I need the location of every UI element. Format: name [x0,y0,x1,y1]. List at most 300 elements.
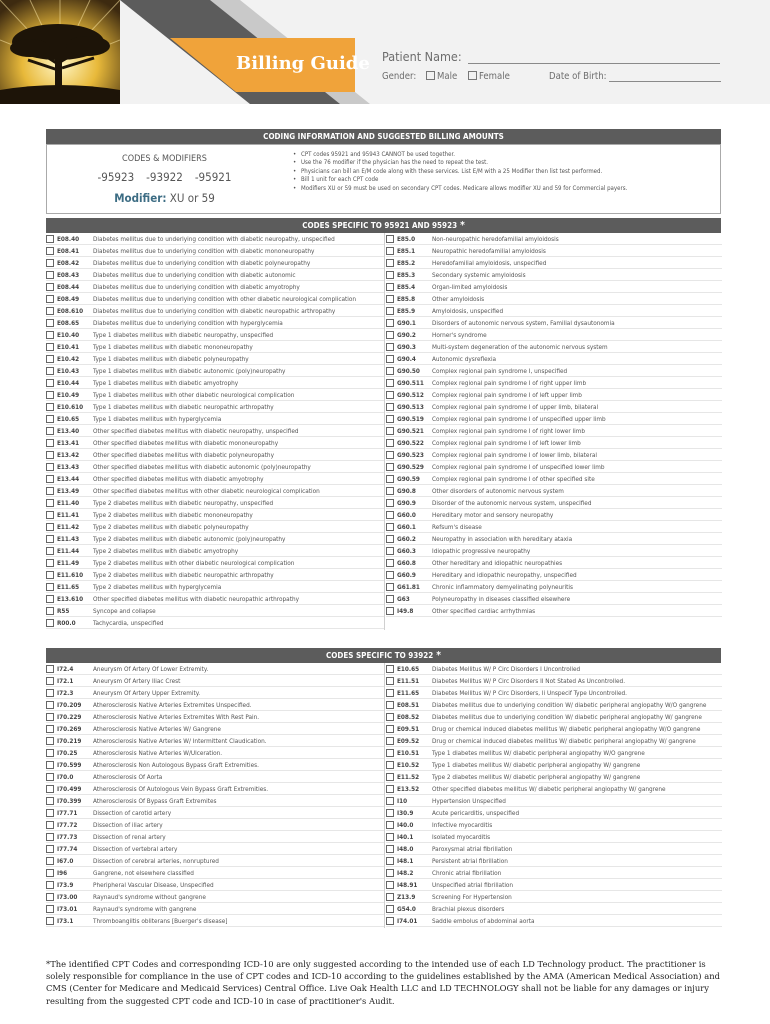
icd-code: E08.44 [57,283,80,291]
code-checkbox[interactable] [46,511,54,519]
icd-code: I74.01 [397,917,418,925]
icd-description: Neuropathy in association with hereditary ataxia [432,535,573,543]
code-row [46,341,384,353]
coding-note: • Modifiers XU or 59 must be used on secondary CPT codes. Medicare allows modifier XU and 59 for Commercial payers. [301,185,721,193]
code-row [386,723,722,735]
icd-description: Complex regional pain syndrome I of upper limb, bilateral [432,403,599,411]
code-checkbox[interactable] [386,845,394,853]
code-row [386,593,722,605]
code-checkbox[interactable] [386,463,394,471]
code-checkbox[interactable] [46,259,54,267]
code-row [46,293,384,305]
code-row [386,831,722,843]
icd-description: Diabetes mellitus due to underlying condition W/ diabetic peripheral angiopathy W/ gangrene [432,713,702,721]
icd-code: E09.52 [397,737,420,745]
icd-description: Type 2 diabetes mellitus with hyperglycemia [93,583,222,591]
code-checkbox[interactable] [386,283,394,291]
icd-description: Diabetes mellitus due to underlying condition with diabetic amyotrophy [93,283,300,291]
code-row [386,867,722,879]
code-row [46,903,384,915]
code-row [46,569,384,581]
code-row [386,843,722,855]
icd-code: E11.52 [397,773,420,781]
cpt-code: -95923 [97,170,135,184]
icd-description: Other specified diabetes mellitus with diabetic neuropathy, unspecified [93,427,299,435]
code-row [386,605,722,617]
code-row [46,687,384,699]
icd-description: Amyloidosis, unspecified [432,307,504,315]
coding-info-bar [46,129,721,144]
code-checkbox[interactable] [386,701,394,709]
dob-field[interactable] [609,81,721,82]
code-checkbox[interactable] [386,749,394,757]
icd-code: I73.9 [57,881,74,889]
code-checkbox[interactable] [46,785,54,793]
code-checkbox[interactable] [46,487,54,495]
icd-description: Type 2 diabetes mellitus with diabetic mononeuropathy [93,511,253,519]
code-row [46,269,384,281]
icd-description: Neuropathic heredofamilial amyloidosis [432,247,546,255]
icd-code: I72.4 [57,665,74,673]
icd-description: Screening For Hypertension [432,893,512,901]
code-checkbox[interactable] [46,571,54,579]
code-checkbox[interactable] [386,343,394,351]
code-checkbox[interactable] [46,713,54,721]
code-row [46,377,384,389]
icd-description: Infective myocarditis [432,821,493,829]
code-checkbox[interactable] [386,881,394,889]
code-checkbox[interactable] [386,689,394,697]
code-checkbox[interactable] [46,595,54,603]
code-row [386,747,722,759]
code-row [46,617,384,629]
code-checkbox[interactable] [46,355,54,363]
icd-code: G54.0 [397,905,416,913]
coding-note: • Use the 76 modifier if the physician has the need to repeat the test. [301,159,721,167]
icd-description: Brachial plexus disorders [432,905,505,913]
icd-code: I77.72 [57,821,78,829]
code-row [386,735,722,747]
code-checkbox[interactable] [386,487,394,495]
icd-description: Aneurysm Of Artery Iliac Crest [93,677,181,685]
icd-description: Other specified diabetes mellitus with diabetic polyneuropathy [93,451,274,459]
code-row [46,831,384,843]
icd-code: E11.41 [57,511,80,519]
icd-description: Drug or chemical induced diabetes mellitus W/ diabetic peripheral angiopathy W/O gangrene [432,725,701,733]
icd-code: Z13.9 [397,893,416,901]
icd-description: Hereditary motor and sensory neuropathy [432,511,554,519]
code-checkbox[interactable] [46,665,54,673]
code-checkbox[interactable] [386,535,394,543]
icd-description: Type 2 diabetes mellitus with other diabetic neurological complication [93,559,295,567]
code-row [386,353,722,365]
code-checkbox[interactable] [386,547,394,555]
code-checkbox[interactable] [46,737,54,745]
icd-description: Dissection of carotid artery [93,809,172,817]
icd-code: I70.229 [57,713,82,721]
code-row [46,233,384,245]
icd-code: E10.41 [57,343,80,351]
code-checkbox[interactable] [46,905,54,913]
code-checkbox[interactable] [386,595,394,603]
icd-code: I77.74 [57,845,78,853]
code-row [46,533,384,545]
code-checkbox[interactable] [46,283,54,291]
icd-description: Atherosclerosis Native Arteries W/ Intermittent Claudication. [93,737,267,745]
code-checkbox[interactable] [46,523,54,531]
code-checkbox[interactable] [386,857,394,865]
female-label: Female [479,71,510,82]
code-checkbox[interactable] [46,677,54,685]
code-checkbox[interactable] [386,235,394,243]
code-checkbox[interactable] [386,271,394,279]
code-checkbox[interactable] [386,247,394,255]
icd-code: G60.0 [397,511,416,519]
code-checkbox[interactable] [46,857,54,865]
code-checkbox[interactable] [46,235,54,243]
code-checkbox[interactable] [386,905,394,913]
icd-code: G90.519 [397,415,424,423]
code-checkbox[interactable] [386,665,394,673]
icd-description: Type 1 diabetes mellitus with diabetic amyotrophy [93,379,239,387]
icd-code: G90.1 [397,319,416,327]
icd-code: E11.49 [57,559,80,567]
code-checkbox[interactable] [386,797,394,805]
code-row [46,879,384,891]
male-label: Male [437,71,458,82]
code-checkbox[interactable] [386,259,394,267]
code-checkbox[interactable] [386,355,394,363]
code-row [46,245,384,257]
code-row [46,305,384,317]
icd-description: Other hereditary and idiopathic neuropathies [432,559,563,567]
code-checkbox[interactable] [46,725,54,733]
section-95921-95923-title: CODES SPECIFIC TO 95921 AND 95923 [302,221,458,230]
code-checkbox[interactable] [46,881,54,889]
code-row [386,533,722,545]
code-checkbox[interactable] [46,607,54,615]
icd-description: Diabetes mellitus due to underlying condition with diabetic neuropathic arthropathy [93,307,336,315]
code-checkbox[interactable] [46,797,54,805]
section1-left-column [46,233,384,629]
icd-code: I70.499 [57,785,82,793]
code-checkbox[interactable] [386,475,394,483]
code-checkbox[interactable] [386,451,394,459]
icd-code: E10.51 [397,749,420,757]
icd-description: Disorders of autonomic nervous system, Familial dysautonomia [432,319,615,327]
code-row [386,473,722,485]
code-checkbox[interactable] [46,547,54,555]
code-row [46,473,384,485]
icd-code: I70.219 [57,737,82,745]
icd-description: Complex regional pain syndrome I of right lower limb [432,427,585,435]
icd-description: Non-neuropathic heredofamilial amyloidosis [432,235,559,243]
code-checkbox[interactable] [46,403,54,411]
icd-description: Atherosclerosis Native Arteries Extremites Unspecified. [93,701,252,709]
icd-code: E11.42 [57,523,80,531]
code-checkbox[interactable] [46,463,54,471]
icd-description: Dissection of iliac artery [93,821,163,829]
icd-code: E13.49 [57,487,80,495]
modifier-value: XU or 59 [169,191,215,205]
code-checkbox[interactable] [386,869,394,877]
codes-modifiers-heading: CODES & MODIFIERS [122,154,207,164]
code-checkbox[interactable] [386,391,394,399]
code-checkbox[interactable] [46,439,54,447]
code-checkbox[interactable] [46,343,54,351]
female-option[interactable] [468,71,510,82]
icd-code: E13.610 [57,595,84,603]
icd-description: Syncope and collapse [93,607,156,615]
code-checkbox[interactable] [386,523,394,531]
icd-code: G90.59 [397,475,420,483]
icd-description: Type 1 diabetes mellitus with diabetic autonomic (poly)neuropathy [93,367,286,375]
code-checkbox[interactable] [386,439,394,447]
code-checkbox[interactable] [386,427,394,435]
code-row [386,233,722,245]
code-checkbox[interactable] [386,295,394,303]
icd-description: Disorder of the autonomic nervous system, unspecified [432,499,592,507]
icd-code: E08.65 [57,319,80,327]
icd-description: Diabetes mellitus due to underlying condition with hyperglycemia [93,319,283,327]
code-checkbox[interactable] [386,761,394,769]
icd-code: E08.41 [57,247,80,255]
code-checkbox[interactable] [386,499,394,507]
code-row [386,557,722,569]
code-checkbox[interactable] [46,809,54,817]
icd-code: G60.2 [397,535,416,543]
code-checkbox[interactable] [386,809,394,817]
code-checkbox[interactable] [386,713,394,721]
code-checkbox[interactable] [386,677,394,685]
icd-code: G60.9 [397,571,416,579]
code-checkbox[interactable] [46,379,54,387]
icd-code: E11.43 [57,535,80,543]
code-checkbox[interactable] [46,845,54,853]
code-checkbox[interactable] [46,391,54,399]
icd-code: E13.43 [57,463,80,471]
code-row [46,819,384,831]
code-checkbox[interactable] [386,379,394,387]
code-row [46,867,384,879]
icd-code: I40.1 [397,833,414,841]
code-checkbox[interactable] [46,331,54,339]
code-checkbox[interactable] [46,415,54,423]
icd-description: Complex regional pain syndrome I of unspecified upper limb [432,415,606,423]
icd-description: Other specified diabetes mellitus W/ diabetic peripheral angiopathy W/ gangrene [432,785,666,793]
section-93922-bar [46,648,721,663]
icd-description: Complex regional pain syndrome I of other specified site [432,475,595,483]
code-checkbox[interactable] [386,331,394,339]
icd-description: Type 1 diabetes mellitus with diabetic neuropathic arthropathy [93,403,274,411]
icd-description: Type 2 diabetes mellitus with diabetic autonomic (poly)neuropathy [93,535,286,543]
icd-description: Horner's syndrome [432,331,487,339]
code-checkbox[interactable] [386,319,394,327]
code-checkbox[interactable] [46,427,54,435]
icd-code: E11.40 [57,499,80,507]
male-checkbox[interactable] [426,71,435,80]
icd-description: Diabetes Mellitus W/ P Circ Disorders I Uncontrolled [432,665,581,673]
gender-label: Gender: [382,71,417,82]
code-checkbox[interactable] [386,367,394,375]
code-row [386,389,722,401]
code-checkbox[interactable] [46,773,54,781]
code-row [386,449,722,461]
code-checkbox[interactable] [46,821,54,829]
icd-code: G60.1 [397,523,416,531]
icd-description: Other specified diabetes mellitus with other diabetic neurological complication [93,487,320,495]
code-checkbox[interactable] [386,415,394,423]
icd-code: E10.43 [57,367,80,375]
code-checkbox[interactable] [386,737,394,745]
code-checkbox[interactable] [386,583,394,591]
icd-description: Type 1 diabetes mellitus W/ diabetic peripheral angiopathy W/ gangrene [432,761,641,769]
patient-name-field[interactable] [468,63,720,64]
icd-description: Diabetes mellitus due to underlying condition with diabetic neuropathy, unspecified [93,235,335,243]
code-row [386,305,722,317]
male-option[interactable] [426,71,457,82]
asterisk-mark: * [436,650,441,661]
icd-code: E11.65 [397,689,420,697]
code-checkbox[interactable] [46,271,54,279]
code-checkbox[interactable] [46,295,54,303]
icd-code: E13.52 [397,785,420,793]
code-checkbox[interactable] [386,773,394,781]
code-checkbox[interactable] [386,307,394,315]
code-checkbox[interactable] [386,821,394,829]
icd-code: G90.521 [397,427,424,435]
code-checkbox[interactable] [386,725,394,733]
icd-description: Other specified diabetes mellitus with diabetic neuropathic arthropathy [93,595,299,603]
section-95921-95923-bar [46,218,721,233]
icd-description: Dissection of renal artery [93,833,166,841]
code-row [386,855,722,867]
coding-notes [301,151,721,193]
code-row [386,509,722,521]
icd-description: Other specified diabetes mellitus with diabetic amyotrophy [93,475,264,483]
icd-code: E85.9 [397,307,416,315]
code-checkbox[interactable] [46,319,54,327]
icd-code: G90.523 [397,451,424,459]
icd-description: Type 1 diabetes mellitus with diabetic mononeuropathy [93,343,253,351]
code-checkbox[interactable] [46,247,54,255]
icd-code: I48.1 [397,857,414,865]
code-checkbox[interactable] [46,619,54,627]
modifier-label: Modifier: [114,191,167,205]
code-checkbox[interactable] [46,749,54,757]
code-checkbox[interactable] [386,511,394,519]
code-checkbox[interactable] [46,559,54,567]
code-checkbox[interactable] [386,571,394,579]
icd-description: Other amyloidosis [432,295,485,303]
icd-description: Diabetes mellitus due to underlying condition with other diabetic neurological complication [93,295,357,303]
icd-description: Complex regional pain syndrome I of unspecified lower limb [432,463,605,471]
code-row [46,915,384,927]
cpt-code: -93922 [146,170,183,184]
code-checkbox[interactable] [386,893,394,901]
code-row [386,879,722,891]
code-checkbox[interactable] [386,559,394,567]
icd-description: Diabetes mellitus due to underlying condition W/ diabetic peripheral angiopathy W/O gangrene [432,701,707,709]
icd-description: Type 2 diabetes mellitus with diabetic neuropathy, unspecified [93,499,274,507]
code-row [386,915,722,927]
coding-note: • Physicians can bill an E/M code along with these services. List E/M with a 25 Modifier then list test performed. [301,168,721,176]
icd-code: G90.4 [397,355,416,363]
icd-code: I77.71 [57,809,78,817]
female-checkbox[interactable] [468,71,477,80]
code-row [386,663,722,675]
code-checkbox[interactable] [386,403,394,411]
icd-description: Aneurysm Of Artery Upper Extremity. [93,689,201,697]
code-row [46,843,384,855]
icd-code: I96 [57,869,68,877]
icd-description: Autonomic dysreflexia [432,355,497,363]
code-row [46,329,384,341]
icd-code: I70.269 [57,725,82,733]
icd-code: G90.3 [397,343,416,351]
icd-description: Atherosclerosis Of Aorta [93,773,163,781]
code-checkbox[interactable] [46,701,54,709]
code-checkbox[interactable] [46,893,54,901]
icd-code: G90.512 [397,391,424,399]
code-checkbox[interactable] [46,307,54,315]
code-checkbox[interactable] [46,475,54,483]
code-row [386,783,722,795]
icd-description: Atherosclerosis Native Arteries W/Ulceration. [93,749,223,757]
code-checkbox[interactable] [386,917,394,925]
code-checkbox[interactable] [46,917,54,925]
code-checkbox[interactable] [46,869,54,877]
icd-code: E85.0 [397,235,416,243]
icd-description: Atherosclerosis Native Arteries W/ Gangrene [93,725,221,733]
code-row [46,593,384,605]
icd-code: E85.2 [397,259,416,267]
icd-code: E85.8 [397,295,416,303]
icd-description: Acute pericarditis, unspecified [432,809,520,817]
code-checkbox[interactable] [46,499,54,507]
icd-description: Refsum's disease [432,523,482,531]
code-row [386,569,722,581]
icd-code: G90.9 [397,499,416,507]
code-checkbox[interactable] [386,607,394,615]
code-checkbox[interactable] [46,367,54,375]
icd-code: G90.529 [397,463,424,471]
code-checkbox[interactable] [46,761,54,769]
icd-description: Chronic inflammatory demyelinating polyneuritis [432,583,573,591]
icd-description: Other specified diabetes mellitus with diabetic autonomic (poly)neuropathy [93,463,311,471]
icd-code: G63 [397,595,410,603]
code-row [386,269,722,281]
code-checkbox[interactable] [46,451,54,459]
code-checkbox[interactable] [46,535,54,543]
icd-description: Type 1 diabetes mellitus with other diabetic neurological complication [93,391,295,399]
icd-code: E85.1 [397,247,416,255]
code-row [46,317,384,329]
code-checkbox[interactable] [46,833,54,841]
code-row [46,711,384,723]
title-chevron [0,0,400,104]
code-checkbox[interactable] [386,785,394,793]
code-checkbox[interactable] [386,833,394,841]
cpt-code: -95921 [194,170,232,184]
icd-description: Hereditary and idiopathic neuropathy, unspecified [432,571,577,579]
code-row [46,521,384,533]
code-checkbox[interactable] [46,689,54,697]
code-row [386,437,722,449]
code-checkbox[interactable] [46,583,54,591]
icd-code: E85.4 [397,283,416,291]
icd-description: Complex regional pain syndrome I of right upper limb [432,379,587,387]
